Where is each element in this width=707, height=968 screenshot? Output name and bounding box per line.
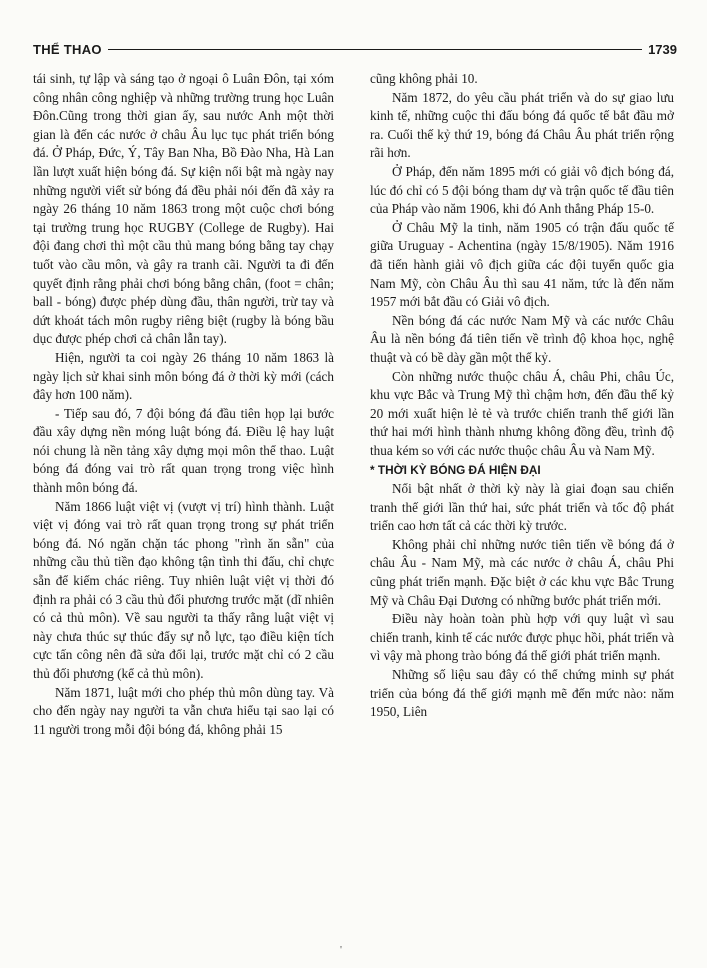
- paragraph: Năm 1866 luật việt vị (vượt vị trí) hình thành. Luật việt vị đóng vai trò rất quan trọng trong sự phát triển bóng đá. Nó ngăn chặn tác phong "rình ăn sẵn" của những cầu thủ tiền đạo không tận tình thi đấu, chỉ chực sẵn để kiếm chác riêng. Tuy nhiên luật việt vị thời đó định ra phải có 3 cầu thủ đối phương trước mặt (dĩ nhiên có cả thủ môn). Về sau người ta thấy rằng luật việt vị này chưa thúc sự thúc đẩy sự nỗ lực, tạo điều kiện tích cực tấn công nên đã sửa đổi lại, trước mặt chỉ có 2 cầu thủ đối phương (kể cả thủ môn).: [33, 498, 334, 681]
- section-heading: * THỜI KỲ BÓNG ĐÁ HIỆN ĐẠI: [370, 463, 541, 478]
- paragraph: - Tiếp sau đó, 7 đội bóng đá đầu tiên họp lại bước đầu xây dựng nền móng luật bóng đá. Điều lệ hay luật nói chung là nền tảng xây dựng mọi môn thể thao. Luật bóng đá đóng vai trò rất quan trọng trong việc hình thành môn bóng đá.: [33, 405, 334, 496]
- paragraph: Điều này hoàn toàn phù hợp với quy luật vì sau chiến tranh, kinh tế các nước được phục hồi, phát triển và vì vậy mà phong trào bóng đá thế giới phát triển mạnh.: [370, 611, 674, 664]
- header-rule: [108, 49, 642, 50]
- page-header: [33, 39, 677, 59]
- paragraph: Còn những nước thuộc châu Á, châu Phi, châu Úc, khu vực Bắc và Trung Mỹ thì chậm hơn, đến đầu thế kỷ 20 mới xuất hiện lẻ tẻ và trước chiến tranh thế giới lần thứ hai mới hình thành nhưng không đồng đều, trình độ thua kém so với các nước thuộc châu Âu và Nam Mỹ.: [370, 368, 674, 458]
- paragraph: Nổi bật nhất ở thời kỳ này là giai đoạn sau chiến tranh thế giới lần thứ hai, sức phát triển và tốc độ phát triển cao hơn tất cả các thời kỳ trước.: [370, 481, 674, 534]
- right-column: [370, 70, 674, 722]
- paragraph: Ở Châu Mỹ la tinh, năm 1905 có trận đấu quốc tế giữa Uruguay - Achentina (ngày 15/8/1905). Năm 1916 đã tiến hành giải vô địch giữa các đội tuyển quốc gia Nam Mỹ, còn Châu Âu thì sau 41 năm, tức là đến năm 1957 mới bắt đầu có Giải vô địch.: [370, 219, 674, 310]
- left-column: [33, 70, 334, 739]
- section-title: THỂ THAO: [33, 41, 102, 57]
- paragraph: Nền bóng đá các nước Nam Mỹ và các nước Châu Âu là nền bóng đá tiên tiến về trình độ khoa học, nghệ thuật và có bề dày gần một thế kỷ.: [370, 312, 674, 365]
- footer-mark: ': [340, 944, 342, 956]
- paragraph: Năm 1871, luật mới cho phép thủ môn dùng tay. Và cho đến ngày nay người ta vẫn chưa hiểu tại sao lại có 11 người trong mỗi đội bóng đá, không phải 15: [33, 684, 334, 737]
- page-number: 1739: [648, 41, 677, 57]
- paragraph: cũng không phải 10.: [370, 71, 478, 86]
- paragraph: Những số liệu sau đây có thể chứng minh sự phát triển của bóng đá thế giới mạnh mẽ đến mức nào: năm 1950, Liên: [370, 667, 674, 720]
- paragraph: Hiện, người ta coi ngày 26 tháng 10 năm 1863 là ngày lịch sử khai sinh môn bóng đá ở thời kỳ mới (cách đây hơn 100 năm).: [33, 349, 334, 403]
- paragraph: Năm 1872, do yêu cầu phát triển và do sự giao lưu kinh tế, những cuộc thi đấu bóng đá quốc tế bắt đầu mở ra. Cuối thế kỷ thứ 19, bóng đá Châu Âu phát triển rộng rãi hơn.: [370, 89, 674, 161]
- paragraph: Không phải chỉ những nước tiên tiến về bóng đá ở châu Âu - Nam Mỹ, mà các nước ở châu Á, châu Phi cũng phát triển mạnh. Đặc biệt ở các khu vực Bắc Trung Mỹ và Châu Đại Dương có những bước phát triển mới.: [370, 536, 674, 608]
- paragraph: Ở Pháp, đến năm 1895 mới có giải vô địch bóng đá, lúc đó chỉ có 5 đội bóng tham dự và trận quốc tế đầu tiên của Pháp vào năm 1906, khi đó Anh thắng Pháp 15-0.: [370, 163, 674, 217]
- paragraph: tái sinh, tự lập và sáng tạo ở ngoại ô Luân Đôn, tại xóm công nhân công nghiệp và những trường trung học Luân Đôn.Cũng trong thời gian ấy, sau nước Anh một thời gian là đến các nước ở châu Âu lục tục phát triển bóng đá. Ở Pháp, Đức, Ý, Tây Ban Nha, Bồ Đào Nha, Hà Lan lần lượt xuất hiện bóng đá. Sự kiện nổi bật mà ngày nay những người viết sử bóng đá đều phải nói đến đã xảy ra ngày 26 tháng 10 năm 1863 trong một cuộc chơi bóng tại trường trung học RUGBY (College de Rugby). Hai đội đang chơi thì một cầu thủ mang bóng bằng tay chạy tuốt vào cầu môn, và gây ra tranh cãi. Người ta đi đến quyết định rằng phải chơi bóng bằng chân, (foot = chân; ball - bóng) được phép dùng đầu, thân người, trừ tay và dứt khoát tách môn rugby riêng biệt (rugby là bóng bầu dục được phép chơi cả chân lẫn tay).: [33, 71, 334, 347]
